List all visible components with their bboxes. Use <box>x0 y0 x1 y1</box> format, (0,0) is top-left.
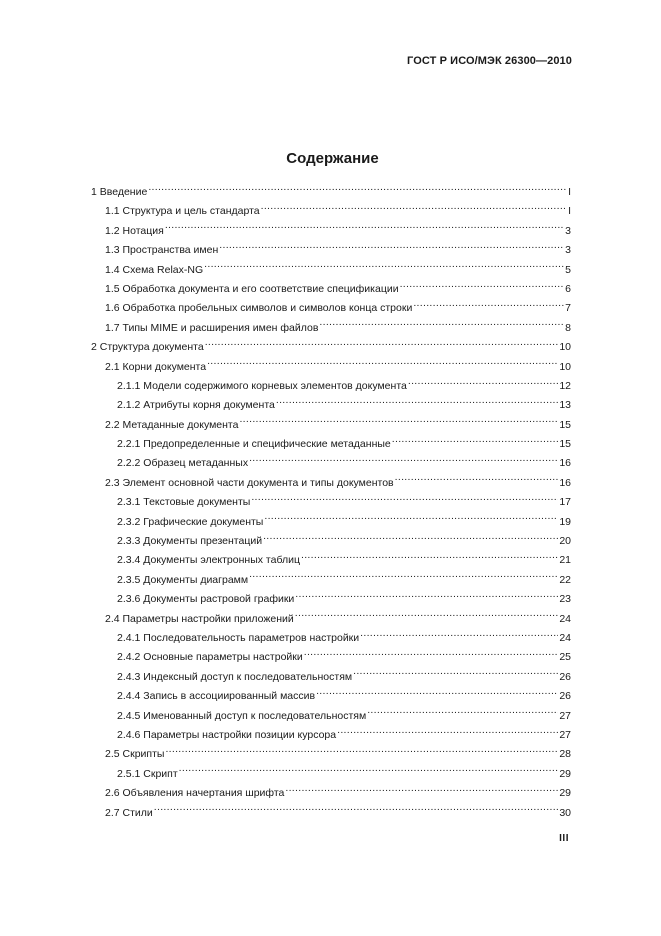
toc-entry-title: 2.4 Параметры настройки приложений <box>105 612 294 625</box>
toc-entry-page-number: 13 <box>559 399 571 412</box>
toc-entry[interactable] <box>91 474 571 493</box>
toc-entry-page-number: 16 <box>559 476 571 489</box>
dot-leader <box>207 358 558 370</box>
dot-leader <box>179 765 559 777</box>
toc-entry-title: 2.7 Стили <box>105 806 153 819</box>
dot-leader <box>219 241 564 253</box>
toc-entry[interactable] <box>91 241 571 260</box>
dot-leader <box>249 571 558 583</box>
toc-entry[interactable] <box>91 765 571 784</box>
toc-entry-title: 2.4.1 Последовательность параметров настройки <box>117 631 360 644</box>
toc-entry-title: 2.5 Скрипты <box>105 748 165 761</box>
toc-entry[interactable] <box>91 629 571 648</box>
dot-leader <box>301 551 558 563</box>
toc-entry-page-number: 17 <box>559 496 571 509</box>
toc-entry-page-number: 6 <box>565 282 571 295</box>
dot-leader <box>249 454 558 466</box>
dot-leader <box>353 668 558 680</box>
toc-entry-page-number: 16 <box>559 457 571 470</box>
dot-leader <box>154 804 559 816</box>
toc-entry-title: 1.2 Нотация <box>105 224 164 237</box>
toc-entry[interactable] <box>91 222 571 241</box>
toc-entry[interactable] <box>91 571 571 590</box>
dot-leader <box>316 687 558 699</box>
dot-leader <box>400 280 565 292</box>
toc-entry[interactable] <box>91 396 571 415</box>
toc-entry-title: 1.7 Типы MIME и расширения имен файлов <box>105 321 319 334</box>
dot-leader <box>408 377 558 389</box>
toc-entry-page-number: I <box>568 186 571 198</box>
dot-leader <box>261 202 567 214</box>
dot-leader <box>304 648 559 660</box>
toc-title: Содержание <box>286 150 379 167</box>
toc-entry-page-number: 5 <box>565 263 571 276</box>
toc-entry-title: 2 Структура документа <box>91 341 204 354</box>
toc-entry-title: 2.3.5 Документы диаграмм <box>117 573 249 586</box>
toc-entry-title: 1.5 Обработка документа и его соответствие спецификации <box>105 282 399 295</box>
toc-entry-title: 2.6 Объявления начертания шрифта <box>105 787 285 800</box>
toc-entry[interactable] <box>91 358 571 377</box>
toc-entry-page-number: 29 <box>559 787 571 800</box>
toc-entry[interactable] <box>91 202 571 221</box>
toc-entry-title: 2.4.6 Параметры настройки позиции курсора <box>117 728 337 741</box>
toc-entry[interactable] <box>91 435 571 454</box>
toc-entry-title: 1.4 Схема Relax-NG <box>105 263 204 276</box>
toc-entry-page-number: 3 <box>565 224 571 237</box>
toc-entry-title: 2.2.1 Предопределенные и специфические метаданные <box>117 438 391 451</box>
dot-leader <box>295 610 559 622</box>
toc-entry-title: 2.3.3 Документы презентаций <box>117 535 263 548</box>
toc-entry-page-number: 21 <box>559 554 571 567</box>
toc-entry-page-number: 26 <box>559 670 571 683</box>
toc-entry[interactable] <box>91 551 571 570</box>
toc-entry-title: 1.3 Пространства имен <box>105 244 219 257</box>
dot-leader <box>251 493 558 505</box>
toc-entry-page-number: 25 <box>559 651 571 664</box>
toc-entry-page-number: 22 <box>559 573 571 586</box>
toc-entry[interactable] <box>91 493 571 512</box>
toc-entry-page-number: 29 <box>559 767 571 780</box>
toc-entry[interactable] <box>91 668 571 687</box>
toc-entry-page-number: 23 <box>559 593 571 606</box>
toc-entry-page-number: 30 <box>559 806 571 819</box>
dot-leader <box>295 590 558 602</box>
toc-entry-page-number: 3 <box>565 244 571 257</box>
toc-entry-page-number: 19 <box>559 515 571 528</box>
toc-entry-title: 2.4.3 Индексный доступ к последовательностям <box>117 670 353 683</box>
toc-entry-title: 2.4.5 Именованный доступ к последовательностям <box>117 709 367 722</box>
toc-entry-page-number: 10 <box>559 341 571 354</box>
toc-entry-page-number: 27 <box>559 728 571 741</box>
toc-entry[interactable] <box>91 513 571 532</box>
toc-entry[interactable] <box>91 280 571 299</box>
dot-leader <box>395 474 559 486</box>
toc-entry-page-number: 20 <box>559 535 571 548</box>
toc-entry[interactable] <box>91 338 571 357</box>
toc-entry-title: 1.6 Обработка пробельных символов и символов конца строки <box>105 302 413 315</box>
page-number: III <box>559 833 569 844</box>
toc-entry[interactable] <box>91 648 571 667</box>
toc-entry[interactable] <box>91 377 571 396</box>
dot-leader <box>165 222 564 234</box>
toc-entry[interactable] <box>91 416 571 435</box>
toc-entry[interactable] <box>91 784 571 803</box>
toc-entry-page-number: 7 <box>565 302 571 315</box>
toc-entry-title: 2.3.2 Графические документы <box>117 515 264 528</box>
toc-entry[interactable] <box>91 299 571 318</box>
toc-entry-title: 2.3.6 Документы растровой графики <box>117 593 295 606</box>
toc-entry[interactable] <box>91 319 571 338</box>
toc-entry-title: 2.4.2 Основные параметры настройки <box>117 651 303 664</box>
toc-entry-page-number: 24 <box>559 631 571 644</box>
toc-entry-page-number: 26 <box>559 690 571 703</box>
dot-leader <box>239 416 558 428</box>
toc-entry-title: 1 Введение <box>91 186 148 198</box>
toc-entry-title: 2.2 Метаданные документа <box>105 418 239 431</box>
toc-entry[interactable] <box>91 707 571 726</box>
toc-entry-page-number: 10 <box>559 360 571 373</box>
dot-leader <box>392 435 559 447</box>
dot-leader <box>204 261 564 273</box>
toc-entry[interactable] <box>91 183 571 202</box>
toc-entry-title: 2.2.2 Образец метаданных <box>117 457 249 470</box>
dot-leader <box>276 396 558 408</box>
toc-entry[interactable] <box>91 454 571 473</box>
dot-leader <box>337 726 558 738</box>
dot-leader <box>148 183 567 195</box>
dot-leader <box>205 338 559 350</box>
toc-entry[interactable] <box>91 745 571 764</box>
toc-entry[interactable] <box>91 610 571 629</box>
toc-entry[interactable] <box>91 590 571 609</box>
toc-entry[interactable] <box>91 726 571 745</box>
dot-leader <box>263 532 558 544</box>
toc-entry-title: 2.1 Корни документа <box>105 360 207 373</box>
toc-entry-title: 2.1.2 Атрибуты корня документа <box>117 399 275 412</box>
toc-entry-title: 2.3.4 Документы электронных таблиц <box>117 554 300 567</box>
toc-entry-title: 2.5.1 Скрипт <box>117 767 178 780</box>
toc-entry-title: 2.4.4 Запись в ассоциированный массив <box>117 690 316 703</box>
dot-leader <box>367 707 558 719</box>
toc-entry-title: 2.1.1 Модели содержимого корневых элементов документа <box>117 379 407 392</box>
toc-entry-page-number: 28 <box>559 748 571 761</box>
toc-entry-page-number: I <box>568 205 571 218</box>
toc-entry-title: 2.3 Элемент основной части документа и типы документов <box>105 476 394 489</box>
dot-leader <box>165 745 558 757</box>
toc-entry-page-number: 27 <box>559 709 571 722</box>
toc-entry[interactable] <box>91 532 571 551</box>
toc-entry[interactable] <box>91 804 571 823</box>
toc-entry-title: 2.3.1 Текстовые документы <box>117 496 251 509</box>
toc-entry-page-number: 8 <box>565 321 571 334</box>
toc-entry-page-number: 12 <box>559 379 571 392</box>
dot-leader <box>285 784 558 796</box>
dot-leader <box>264 513 558 525</box>
dot-leader <box>360 629 558 641</box>
toc-entry[interactable] <box>91 687 571 706</box>
toc-entry-page-number: 15 <box>559 418 571 431</box>
toc-entry[interactable] <box>91 261 571 280</box>
table-of-contents <box>91 183 571 823</box>
toc-entry-page-number: 24 <box>559 612 571 625</box>
dot-leader <box>319 319 564 331</box>
standard-designation: ГОСТ Р ИСО/МЭК 26300—2010 <box>407 55 572 67</box>
toc-entry-title: 1.1 Структура и цель стандарта <box>105 205 260 218</box>
toc-entry-page-number: 15 <box>559 438 571 451</box>
dot-leader <box>413 299 564 311</box>
